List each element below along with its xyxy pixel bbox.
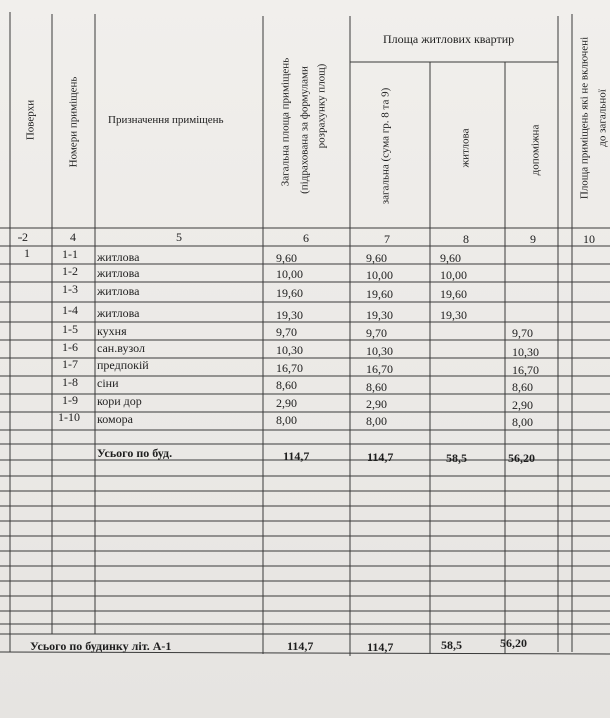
room-purpose: житлова (97, 266, 140, 280)
header-auxiliary: допоміжна (529, 124, 542, 176)
room-number: 1-1 (62, 247, 78, 261)
header-living-area-group: Площа житлових квартир (383, 32, 515, 46)
grand-total-total: 114,7 (287, 639, 314, 653)
total-area-value: 9,60 (276, 251, 297, 265)
grand-total-living: 58,5 (441, 638, 462, 652)
sum-area-value: 10,30 (366, 344, 393, 358)
room-number: 1-6 (62, 340, 78, 354)
header-living-total: загальна (сума гр. 8 та 9) (379, 87, 392, 205)
room-purpose: житлова (97, 250, 140, 264)
header-total-area-line2: (підрахована за формулами (298, 66, 311, 194)
sum-area-value: 10,00 (366, 268, 393, 282)
auxiliary-area-value: 16,70 (512, 363, 539, 377)
sum-area-value: 19,30 (366, 308, 393, 322)
living-area-value: 19,30 (440, 308, 467, 322)
column-number: 10 (583, 232, 595, 246)
room-number: 1-10 (58, 410, 80, 424)
living-area-value: 9,60 (440, 251, 461, 265)
room-number: 1-5 (62, 322, 78, 336)
room-purpose: житлова (97, 284, 140, 298)
auxiliary-area-value: 8,60 (512, 380, 533, 394)
total-area-value: 10,30 (276, 343, 303, 357)
room-purpose: житлова (97, 306, 140, 320)
subtotal-aux: 56,20 (508, 451, 535, 465)
room-purpose: сан.вузол (97, 341, 145, 355)
room-purpose: кори дор (97, 394, 142, 408)
total-area-value: 10,00 (276, 267, 303, 281)
sum-area-value: 8,00 (366, 414, 387, 428)
header-room-numbers: Номери приміщень (67, 76, 80, 168)
subtotal-sum: 114,7 (367, 450, 394, 464)
sum-area-value: 2,90 (366, 397, 387, 411)
auxiliary-area-value: 2,90 (512, 398, 533, 412)
floor-value: 1 (24, 246, 30, 260)
column-number: 7 (384, 232, 390, 246)
sum-area-value: 16,70 (366, 362, 393, 376)
living-area-value: 19,60 (440, 287, 467, 301)
grand-total-sum: 114,7 (367, 640, 394, 654)
sum-area-value: 9,60 (366, 251, 387, 265)
living-area-value: 10,00 (440, 268, 467, 282)
subtotal-total: 114,7 (283, 449, 310, 463)
subtotal-label: Усього по буд. (97, 446, 173, 460)
auxiliary-area-value: 9,70 (512, 326, 533, 340)
subtotal-living: 58,5 (446, 451, 467, 465)
room-number: 1-8 (62, 375, 78, 389)
header-total-area-line3: розрахунку площ) (315, 63, 328, 149)
room-purpose: предпокій (97, 358, 149, 372)
total-area-value: 2,90 (276, 396, 297, 410)
auxiliary-area-value: 8,00 (512, 415, 533, 429)
room-purpose: кухня (97, 324, 127, 338)
room-number: 1-7 (62, 357, 78, 371)
header-purpose: Призначення приміщень (108, 114, 224, 126)
sum-area-value: 8,60 (366, 380, 387, 394)
room-purpose: комора (97, 412, 133, 426)
room-number: 1-4 (62, 303, 78, 317)
header-living: житлова (459, 128, 472, 168)
total-area-value: 8,60 (276, 378, 297, 392)
column-number: 9 (530, 232, 536, 246)
total-area-value: 16,70 (276, 361, 303, 375)
column-number: 8 (463, 232, 469, 246)
total-area-value: 19,30 (276, 308, 303, 322)
sum-area-value: 9,70 (366, 326, 387, 340)
header-floors: Поверхи (24, 99, 37, 141)
header-not-included-line1: Площа приміщень які не включені (578, 36, 591, 200)
grand-total-aux: 56,20 (500, 636, 527, 650)
room-number: 1-3 (62, 282, 78, 296)
total-area-value: 19,60 (276, 286, 303, 300)
grand-total-label: Усього по будинку літ. А-1 (30, 639, 172, 653)
sum-area-value: 19,60 (366, 287, 393, 301)
column-number: 4 (70, 230, 76, 244)
total-area-value: 9,70 (276, 325, 297, 339)
header-total-area-line1: Загальна площа приміщень (279, 57, 292, 187)
room-purpose: сіни (97, 376, 119, 390)
total-area-value: 8,00 (276, 413, 297, 427)
column-number: 2 (22, 230, 28, 244)
column-number: 5 (176, 230, 182, 244)
column-number: 6 (303, 231, 309, 245)
room-number: 1-2 (62, 264, 78, 278)
header-not-included-line2: до загальної (596, 89, 609, 147)
room-number: 1-9 (62, 393, 78, 407)
auxiliary-area-value: 10,30 (512, 345, 539, 359)
